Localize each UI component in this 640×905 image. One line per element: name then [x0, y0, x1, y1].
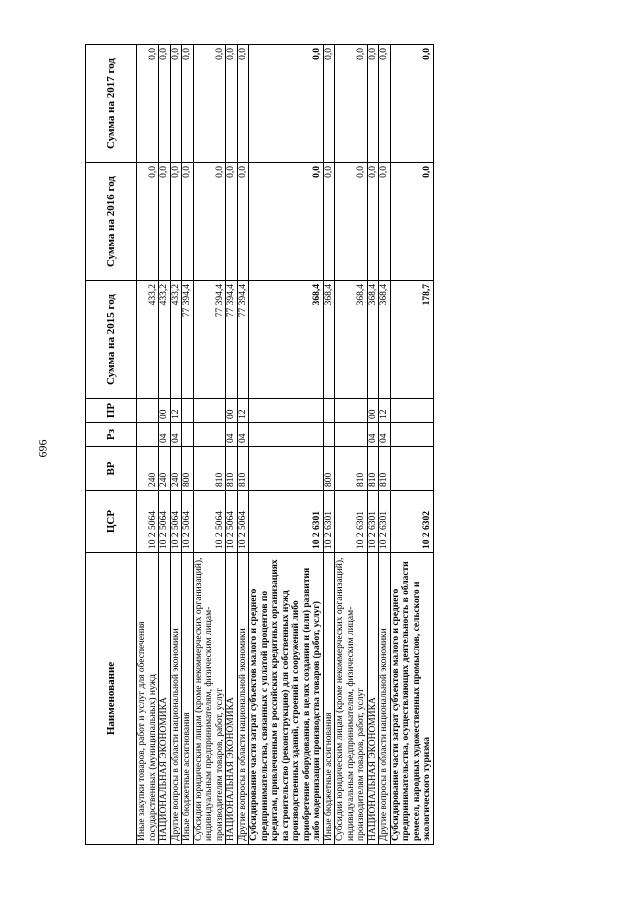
row-rz — [335, 423, 368, 447]
row-rz: 04 — [379, 423, 391, 447]
row-name: Субсидирование части затрат субъектов малого и среднего предпринимательства, связанных с уплатой процентов по кредитам, привлеченным в российских кредитных организациях на строительство (реконструкцию) для собственных нужд производственных зданий, строений и сооружений либо приобретение оборудования, в целях создания и (или) развития либо модернизации производства товаров (работ, услуг) — [249, 553, 324, 845]
row-vr: 240 — [159, 447, 171, 491]
table-row — [137, 45, 159, 845]
rotated-page-content — [85, 45, 620, 845]
row-rz: 04 — [170, 423, 182, 447]
row-vr: 240 — [170, 447, 182, 491]
row-name: НАЦИОНАЛЬНАЯ ЭКОНОМИКА — [159, 553, 171, 845]
row-rz: 04 — [367, 423, 379, 447]
row-sum-2017: 0,0 — [335, 45, 368, 163]
row-csr: 10 2 5064 — [237, 491, 249, 553]
row-sum-2016: 0,0 — [226, 163, 238, 281]
row-name: Иные бюджетные ассигнования — [323, 553, 335, 845]
row-vr: 810 — [335, 447, 368, 491]
header-rz: Рз — [86, 423, 137, 447]
row-name: Субсидии юридическим лицам (кроме некоммерческих организаций), индивидуальным предпринимателям, физическим лицам-производителям товаров, работ, услуг — [335, 553, 368, 845]
row-sum-2016: 0,0 — [249, 163, 324, 281]
row-sum-2017: 0,0 — [226, 45, 238, 163]
row-rz: 04 — [159, 423, 171, 447]
row-rz — [390, 423, 433, 447]
budget-table — [85, 44, 434, 845]
row-rz — [193, 423, 226, 447]
header-name: Наименование — [86, 553, 137, 845]
row-sum-2015: 368,4 — [379, 281, 391, 399]
row-sum-2015: 433,2 — [159, 281, 171, 399]
row-sum-2016: 0,0 — [323, 163, 335, 281]
row-name: Иные бюджетные ассигнования — [182, 553, 194, 845]
table-header-row — [86, 45, 137, 845]
row-vr: 810 — [193, 447, 226, 491]
row-csr: 10 2 6301 — [335, 491, 368, 553]
row-rz: 04 — [237, 423, 249, 447]
row-sum-2015: 368,4 — [249, 281, 324, 399]
row-sum-2016: 0,0 — [379, 163, 391, 281]
row-rz: 04 — [226, 423, 238, 447]
row-name: Другие вопросы в области национальной экономики — [170, 553, 182, 845]
row-sum-2016: 0,0 — [367, 163, 379, 281]
row-csr: 10 2 6301 — [323, 491, 335, 553]
table-row — [193, 45, 226, 845]
row-pr: 12 — [170, 399, 182, 423]
row-csr: 10 2 6301 — [249, 491, 324, 553]
row-sum-2017: 0,0 — [182, 45, 194, 163]
row-vr — [390, 447, 433, 491]
row-sum-2017: 0,0 — [323, 45, 335, 163]
row-sum-2015: 178,7 — [390, 281, 433, 399]
row-csr: 10 2 5064 — [193, 491, 226, 553]
row-pr: 00 — [159, 399, 171, 423]
table-row — [249, 45, 324, 845]
row-sum-2015: 433,2 — [137, 281, 159, 399]
row-name: НАЦИОНАЛЬНАЯ ЭКОНОМИКА — [367, 553, 379, 845]
header-vr: ВР — [86, 447, 137, 491]
header-sum-2017: Сумма на 2017 год — [86, 45, 137, 163]
table-row — [226, 45, 238, 845]
row-csr: 10 2 6302 — [390, 491, 433, 553]
row-csr: 10 2 5064 — [170, 491, 182, 553]
row-sum-2016: 0,0 — [137, 163, 159, 281]
row-vr: 810 — [379, 447, 391, 491]
row-sum-2017: 0,0 — [193, 45, 226, 163]
row-pr — [323, 399, 335, 423]
row-name: Другие вопросы в области национальной экономики — [379, 553, 391, 845]
row-csr: 10 2 6301 — [379, 491, 391, 553]
row-sum-2015: 433,2 — [170, 281, 182, 399]
row-rz — [323, 423, 335, 447]
row-pr: 12 — [379, 399, 391, 423]
row-vr: 810 — [226, 447, 238, 491]
row-sum-2017: 0,0 — [137, 45, 159, 163]
row-csr: 10 2 5064 — [226, 491, 238, 553]
row-pr — [137, 399, 159, 423]
row-name: Субсидии юридическим лицам (кроме некоммерческих организаций), индивидуальным предпринимателям, физическим лицам-производителям товаров, работ, услуг — [193, 553, 226, 845]
row-sum-2015: 368,4 — [367, 281, 379, 399]
row-sum-2016: 0,0 — [193, 163, 226, 281]
page-number: 696 — [35, 439, 50, 458]
row-sum-2015: 77 394,4 — [226, 281, 238, 399]
row-sum-2017: 0,0 — [367, 45, 379, 163]
row-sum-2017: 0,0 — [390, 45, 433, 163]
row-sum-2016: 0,0 — [159, 163, 171, 281]
row-rz — [249, 423, 324, 447]
row-vr: 800 — [182, 447, 194, 491]
row-csr: 10 2 5064 — [182, 491, 194, 553]
row-pr — [193, 399, 226, 423]
row-pr — [249, 399, 324, 423]
row-vr: 240 — [137, 447, 159, 491]
row-pr: 12 — [237, 399, 249, 423]
row-name: Субсидирование части затрат субъектов малого и среднего предпринимательства, осуществляющих деятельность в области ремесел, народных художественных промыслов, сельского и экологического туризма — [390, 553, 433, 845]
row-sum-2015: 77 394,4 — [193, 281, 226, 399]
row-sum-2015: 77 394,4 — [182, 281, 194, 399]
row-vr — [249, 447, 324, 491]
table-row — [323, 45, 335, 845]
table-body — [137, 45, 434, 845]
row-vr: 800 — [323, 447, 335, 491]
header-sum-2015: Сумма на 2015 год — [86, 281, 137, 399]
row-sum-2017: 0,0 — [379, 45, 391, 163]
row-name: Иные закупки товаров, работ и услуг для обеспечения государственных (муниципальных) нужд — [137, 553, 159, 845]
row-pr: 00 — [367, 399, 379, 423]
row-name: НАЦИОНАЛЬНАЯ ЭКОНОМИКА — [226, 553, 238, 845]
row-sum-2016: 0,0 — [182, 163, 194, 281]
row-sum-2017: 0,0 — [249, 45, 324, 163]
row-sum-2016: 0,0 — [237, 163, 249, 281]
row-vr: 810 — [237, 447, 249, 491]
row-rz — [137, 423, 159, 447]
header-sum-2016: Сумма на 2016 год — [86, 163, 137, 281]
row-sum-2015: 368,4 — [323, 281, 335, 399]
row-sum-2016: 0,0 — [170, 163, 182, 281]
header-pr: ПР — [86, 399, 137, 423]
row-sum-2016: 0,0 — [390, 163, 433, 281]
table-row — [237, 45, 249, 845]
row-sum-2015: 77 394,4 — [237, 281, 249, 399]
row-pr — [182, 399, 194, 423]
row-pr — [335, 399, 368, 423]
row-pr: 00 — [226, 399, 238, 423]
table-row — [367, 45, 379, 845]
table-row — [390, 45, 433, 845]
row-sum-2016: 0,0 — [335, 163, 368, 281]
row-sum-2017: 0,0 — [159, 45, 171, 163]
row-csr: 10 2 6301 — [367, 491, 379, 553]
table-row — [170, 45, 182, 845]
row-sum-2015: 368,4 — [335, 281, 368, 399]
table-row — [379, 45, 391, 845]
row-name: Другие вопросы в области национальной экономики — [237, 553, 249, 845]
row-csr: 10 2 5064 — [137, 491, 159, 553]
row-csr: 10 2 5064 — [159, 491, 171, 553]
row-sum-2017: 0,0 — [237, 45, 249, 163]
table-row — [159, 45, 171, 845]
table-row — [335, 45, 368, 845]
header-csr: ЦСР — [86, 491, 137, 553]
table-row — [182, 45, 194, 845]
row-vr: 810 — [367, 447, 379, 491]
row-sum-2017: 0,0 — [170, 45, 182, 163]
row-rz — [182, 423, 194, 447]
row-pr — [390, 399, 433, 423]
